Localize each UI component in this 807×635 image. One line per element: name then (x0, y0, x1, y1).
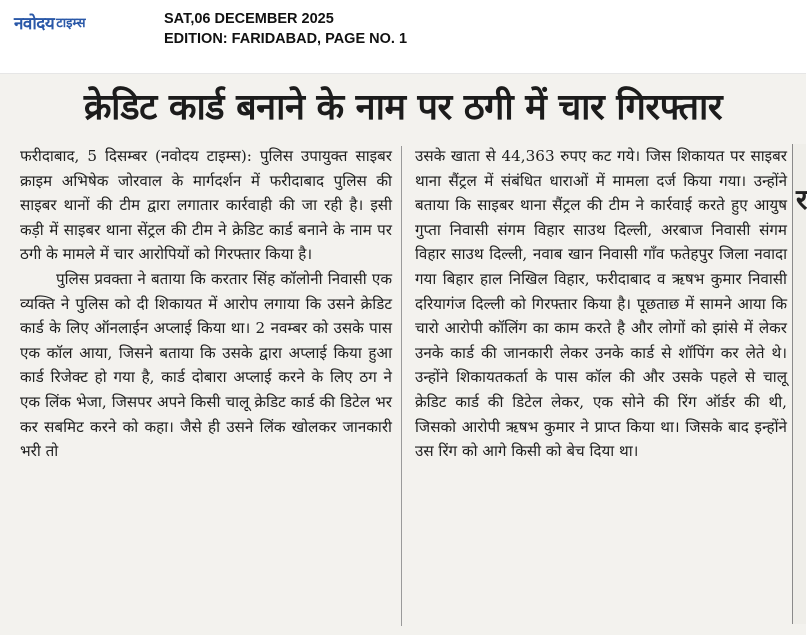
logo-sub-text: टाइम्स (56, 16, 86, 31)
edition-info: EDITION: FARIDABAD, PAGE NO. 1 (164, 31, 408, 47)
logo-main-text: नवोदय (14, 13, 55, 34)
article-paragraph-1: फरीदाबाद, 5 दिसम्बर (नवोदय टाइम्स): पुलिस उपायुक्त साइबर क्राइम अभिषेक जोरवाल के मार्गदर्शन में फरीदाबाद पुलिस की साइबर थानों की टीम द्वारा लगातार कार्रवाही की जा रही है। इसी कड़ी में साइबर थाना सेंट्रल की टीम ने क्रेडिट कार्ड बनाने के नाम पर ठगी के मामले में चार आरोपियों को गिरफ्तार किया है। (20, 147, 392, 264)
newspaper-logo (14, 11, 86, 33)
adjacent-headline-fragment: र (796, 183, 807, 216)
column-divider (401, 146, 402, 626)
edition-meta (164, 9, 407, 49)
article-paragraph-3: उसके खाता से 44,363 रुपए कट गये। जिस शिकायत पर साइबर थाना सैंट्रल में संबंधित धाराओं में मामला दर्ज किया गया। उन्होंने बताया कि साइबर थाना सैंट्रल की टीम ने कार्रवाई करते हुए आयुष गुप्ता निवासी संगम विहार साउथ दिल्ली, अरबाज निवासी संगम विहार साउथ दिल्ली, नवाब खान निवासी गाँव फतेहपुर जिला नवादा गया बिहार हाल निखिल विहार, फरीदाबाद व ऋषभ कुमार निवासी दरियागंज दिल्ली को गिरफ्तार किया है। पूछताछ में सामने आया कि चारो आरोपी कॉलिंग का काम करते है और लोगों को झांसे में लेकर उनके कार्ड की जानकारी लेकर उनके कार्ड से शॉपिंग कर लेते थे। उन्होंने शिकायतकर्ता के पास कॉल की और उसके पहले से चालू क्रेडिट कार्ड की डिटेल लेकर, एक सोने की रिंग ऑर्डर की थी, जिसको आरोपी ऋषभ कुमार ने प्राप्त किया था। जिसके बाद इन्होंने उस रिंग को आगे किसी को बेच दिया था। (415, 147, 787, 461)
clipping-top-edge (0, 60, 806, 74)
page-header (0, 0, 806, 60)
article-column-right (415, 144, 787, 464)
publication-date: SAT,06 DECEMBER 2025 (164, 11, 334, 27)
article-headline: क्रेडिट कार्ड बनाने के नाम पर ठगी में चार गिरफ्तार (83, 87, 723, 128)
newspaper-clipping (0, 60, 806, 635)
article-column-left (20, 144, 392, 464)
article-paragraph-2: पुलिस प्रवक्ता ने बताया कि करतार सिंह कॉलोनी निवासी एक व्यक्ति ने पुलिस को दी शिकायत में आरोप लगाया कि उसने क्रेडिट कार्ड के लिए ऑनलाईन अप्लाई किया था। 2 नवम्बर को उसके पास एक कॉल आया, जिसने बताया कि उसके द्वारा अप्लाई किया हुआ कार्ड रिजेक्ट हो गया है, कार्ड दोबारा अप्लाई करने के लिए ठग ने एक लिंक भेजा, जिसपर अपने किसी चालू क्रेडिट कार्ड की डिटेल भर कर सबमिट करने को कहा। जैसे ही उसने लिंक खोलकर जानकारी भरी तो (20, 269, 392, 461)
